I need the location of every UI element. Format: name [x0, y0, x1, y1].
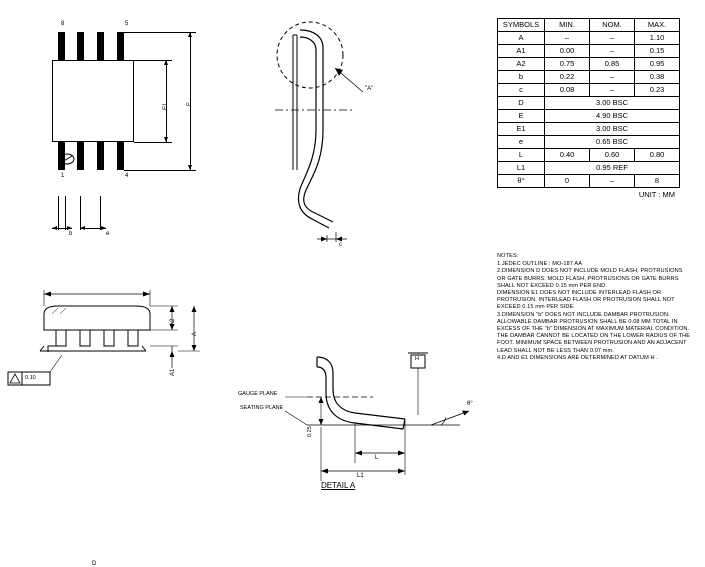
e-pitch-label: e — [106, 231, 110, 237]
header-min: MIN. — [545, 19, 590, 32]
cell-symbol: A2 — [498, 58, 545, 71]
header-symbols: SYMBOLS — [498, 19, 545, 32]
lead-bottom-3 — [97, 142, 104, 170]
cell-symbol: c — [498, 84, 545, 97]
theta-label: θ° — [467, 401, 473, 407]
lead-top-4 — [117, 32, 124, 60]
note-item-2: 2.DIMENSION D DOES NOT INCLUDE MOLD FLASH, PROTRUSIONS OR GATE BURRS. MOLD FLASH, PROTRUSIONS OR GATE BURRS SHALL NOT EXCEED 0.15 mm PER END. — [497, 268, 683, 289]
table-row — [498, 175, 680, 188]
detail-a-diagram — [238, 345, 495, 495]
note-item-4: 3.DIMENSION "b" DOES NOT INCLUDE DAMBAR PROTRUSION. ALLOWABLE DAMBAR PROTRUSION SHALL BE 0.08 MM TOTAL IN EXCESS OF THE "b" DIMENSION AT MAXIMUM MATERIAL CONDITION. THE DAMBAR CANNOT BE LOCATED ON THE LOWER RADIUS OF THE FOOT. MINIMUM SPACE BETWEEN PROTRUSION AND AN ADJACENT LEAD SHALL NOT BE LESS THAN 0.07 mm. — [497, 311, 691, 354]
header-max: MAX. — [635, 19, 680, 32]
cell-max: 1.10 — [635, 32, 680, 45]
table-row — [498, 58, 680, 71]
table-row — [498, 97, 680, 110]
e1-dim-line — [166, 60, 167, 142]
b-arrow-left — [52, 226, 57, 230]
e-ext-bottom — [124, 170, 196, 171]
side-view-diagram — [0, 280, 240, 567]
table-row — [498, 110, 680, 123]
gauge-plane-label: GAUGE PLANE — [238, 391, 278, 397]
cell-nom: – — [590, 32, 635, 45]
b-arrow-right — [67, 226, 72, 230]
a2-dim-label: A2 — [170, 318, 176, 326]
e-label: E — [187, 101, 193, 106]
cell-max: 0.95 — [635, 58, 680, 71]
pin-label-8: 8 — [61, 21, 65, 27]
cell-symbol: L1 — [498, 162, 545, 175]
datum-h-label: H — [415, 356, 419, 362]
a1-dim-label: A1 — [170, 368, 176, 376]
cell-spanned: 3.00 BSC — [545, 123, 680, 136]
cell-min: 0 — [545, 175, 590, 188]
table-row — [498, 32, 680, 45]
cell-spanned: 0.65 BSC — [545, 136, 680, 149]
detail-a-title: DETAIL A — [321, 481, 356, 490]
flatness-value-label: 0.10 — [25, 375, 36, 381]
cell-symbol: A — [498, 32, 545, 45]
pin-label-1: 1 — [61, 173, 65, 179]
cell-symbol: e — [498, 136, 545, 149]
cell-max: 8 — [635, 175, 680, 188]
table-row — [498, 45, 680, 58]
e-pitch-ext-1 — [80, 196, 81, 230]
seating-plane-label: SEATING PLANE — [240, 405, 284, 411]
cell-max: 0.23 — [635, 84, 680, 97]
note-item-3: DIMENSION E1 DOES NOT INCLUDE INTERLEAD FLASH OR PROTRUSION. INTERLEAD FLASH OR PROTRUSION SHALL NOT EXCEED 0.15 mm PER SIDE. — [497, 290, 675, 311]
cell-symbol: D — [498, 97, 545, 110]
cell-symbol: b — [498, 71, 545, 84]
lead-bottom-1 — [58, 142, 65, 170]
table-row — [498, 84, 680, 97]
cell-spanned: 0.95 REF — [545, 162, 680, 175]
l-dim-label: L — [375, 455, 379, 461]
cell-min: 0.08 — [545, 84, 590, 97]
table-row — [498, 149, 680, 162]
d-dim-label: D — [92, 561, 97, 567]
e-pitch-arrow-right — [101, 226, 106, 230]
cell-max: 0.38 — [635, 71, 680, 84]
cell-nom: 0.85 — [590, 58, 635, 71]
unit-label: UNIT : MM — [638, 190, 675, 199]
cell-nom: – — [590, 71, 635, 84]
cell-symbol: E1 — [498, 123, 545, 136]
table-header-row — [498, 19, 680, 32]
lead-top-2 — [77, 32, 84, 60]
detail-a-callout-label: "A" — [365, 86, 374, 92]
cell-nom: – — [590, 84, 635, 97]
cell-spanned: 4.90 BSC — [545, 110, 680, 123]
cell-min: 0.00 — [545, 45, 590, 58]
note-item-5: 4.D AND E1 DIMENSIONS ARE DETERMINED AT DATUM H . — [497, 354, 658, 361]
e1-label: E1 — [163, 102, 169, 110]
notes-block — [497, 253, 692, 362]
gauge-dim-label: 0.25 — [307, 426, 313, 437]
cell-min: 0.22 — [545, 71, 590, 84]
lead-detail-callout-diagram — [255, 10, 445, 260]
a-dim-label: A — [192, 331, 198, 336]
e1-ext-bottom — [134, 142, 172, 143]
e1-ext-top — [134, 60, 172, 61]
cell-max: 0.80 — [635, 149, 680, 162]
cell-symbol: L — [498, 149, 545, 162]
cell-min: 0.40 — [545, 149, 590, 162]
cell-min: – — [545, 32, 590, 45]
c-dim-label: c — [339, 242, 342, 248]
cell-symbol: θ° — [498, 175, 545, 188]
cell-nom: – — [590, 45, 635, 58]
e-pitch-ext-2 — [100, 196, 101, 230]
table-row — [498, 71, 680, 84]
lead-bottom-4 — [117, 142, 124, 170]
l1-dim-label: L1 — [357, 473, 364, 479]
top-view-diagram — [0, 0, 220, 250]
b-ext-2 — [65, 196, 66, 230]
cell-min: 0.75 — [545, 58, 590, 71]
table-row — [498, 123, 680, 136]
cell-nom: – — [590, 175, 635, 188]
lead-top-3 — [97, 32, 104, 60]
e-ext-top — [124, 32, 196, 33]
lead-bottom-2 — [77, 142, 84, 170]
notes-title: NOTES: — [497, 253, 519, 259]
note-item-1: 1.JEDEC OUTLINE : MO-187 AA — [497, 261, 583, 268]
b-label: b — [69, 231, 73, 237]
cell-spanned: 3.00 BSC — [545, 97, 680, 110]
pin-label-5: 5 — [125, 21, 129, 27]
cell-nom: 0.60 — [590, 149, 635, 162]
header-nom: NOM. — [590, 19, 635, 32]
cell-symbol: A1 — [498, 45, 545, 58]
pin-label-4: 4 — [125, 173, 129, 179]
lead-top-1 — [58, 32, 65, 60]
cell-max: 0.15 — [635, 45, 680, 58]
cell-symbol: E — [498, 110, 545, 123]
package-body-top — [52, 60, 134, 142]
table-row — [498, 162, 680, 175]
table-row — [498, 136, 680, 149]
b-ext-1 — [58, 196, 59, 230]
dimension-table-block — [497, 18, 680, 199]
dimension-table — [497, 18, 680, 188]
